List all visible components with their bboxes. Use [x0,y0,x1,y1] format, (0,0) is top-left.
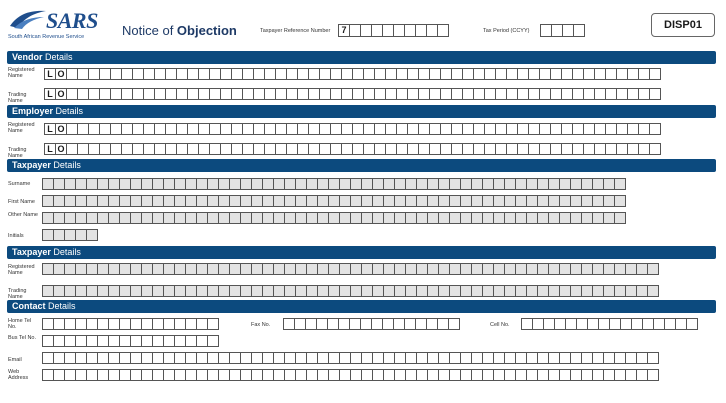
logo-subtitle: South African Revenue Service [8,34,85,40]
char-box[interactable] [614,195,626,207]
email-label: Email [8,357,22,363]
section-employer [7,105,716,118]
initials-input[interactable] [42,229,97,241]
section-vendor [7,51,716,64]
char-box[interactable] [647,352,659,364]
char-box[interactable] [647,263,659,275]
tax-ref-input[interactable] [338,24,448,37]
cell-label: Cell No. [490,322,510,328]
section-contact [7,300,716,313]
prefix-box: L [44,68,56,80]
char-box[interactable] [649,123,661,135]
vendor-registered-label: Registered Name [8,67,35,79]
web-address-label: Web Address [8,369,29,381]
char-box[interactable] [647,285,659,297]
char-box[interactable] [649,143,661,155]
char-box[interactable] [647,369,659,381]
email-input[interactable] [42,352,658,364]
first-name-input[interactable] [42,195,625,207]
char-box[interactable] [448,318,460,330]
bus-tel-input[interactable] [42,335,218,347]
section-taxpayer-entity-bold: Taxpayer [12,247,51,257]
char-box[interactable] [86,229,98,241]
section-employer-rest: Details [53,106,84,116]
bus-tel-label: Bus Tel No. [8,335,37,341]
char-box[interactable] [207,318,219,330]
taxpayer-registered-input[interactable] [42,263,658,275]
home-tel-input[interactable] [42,318,218,330]
employer-trading-label: Trading Name [8,147,27,159]
surname-input[interactable] [42,178,625,190]
first-name-label: First Name [8,199,35,205]
section-vendor-rest: Details [42,52,73,62]
prefix-box: O [55,123,67,135]
other-name-input[interactable] [42,212,625,224]
char-box[interactable] [649,88,661,100]
prefix-box: L [44,88,56,100]
vendor-trading-input[interactable] [44,88,660,100]
section-contact-bold: Contact [12,301,46,311]
tax-period-label: Tax Period (CCYY) [483,28,530,34]
char-box[interactable] [614,212,626,224]
taxpayer-trading-input[interactable] [42,285,658,297]
logo-text: SARS [46,8,98,33]
title-bold: Objection [176,23,237,38]
taxpayer-trading-label: Trading Name [8,288,27,300]
home-tel-label: Home Tel No. [8,318,32,330]
prefix-box: O [55,143,67,155]
tax-period-input[interactable] [540,24,584,37]
other-name-label: Other Name [8,212,38,218]
prefix-box: O [55,88,67,100]
tax-ref-digit[interactable]: 7 [338,24,350,37]
section-taxpayer-entity-rest: Details [50,247,81,257]
char-box[interactable] [649,68,661,80]
form-code-badge: DISP01 [651,13,715,37]
page-title [122,23,237,38]
initials-label: Initials [8,233,24,239]
char-box[interactable] [207,335,219,347]
tax-ref-label: Taxpayer Reference Number [260,28,331,34]
fax-label: Fax No. [251,322,271,328]
employer-trading-input[interactable] [44,143,660,155]
prefix-box: O [55,68,67,80]
section-taxpayer [7,159,716,172]
section-taxpayer-bold: Taxpayer [12,160,51,170]
surname-label: Surname [8,181,31,187]
section-taxpayer-rest: Details [50,160,81,170]
sars-logo [8,8,118,40]
prefix-box: L [44,143,56,155]
employer-registered-label: Registered Name [8,122,35,134]
section-taxpayer-entity [7,246,716,259]
employer-registered-input[interactable] [44,123,660,135]
vendor-registered-input[interactable] [44,68,660,80]
section-vendor-bold: Vendor [12,52,43,62]
cell-input[interactable] [521,318,697,330]
section-contact-rest: Details [45,301,76,311]
web-address-input[interactable] [42,369,658,381]
taxpayer-registered-label: Registered Name [8,264,35,276]
char-box[interactable] [686,318,698,330]
sars-swoosh-icon [8,8,48,32]
vendor-trading-label: Trading Name [8,92,27,104]
section-employer-bold: Employer [12,106,54,116]
char-box[interactable] [614,178,626,190]
fax-input[interactable] [283,318,459,330]
title-prefix: Notice of [122,23,177,38]
prefix-box: L [44,123,56,135]
